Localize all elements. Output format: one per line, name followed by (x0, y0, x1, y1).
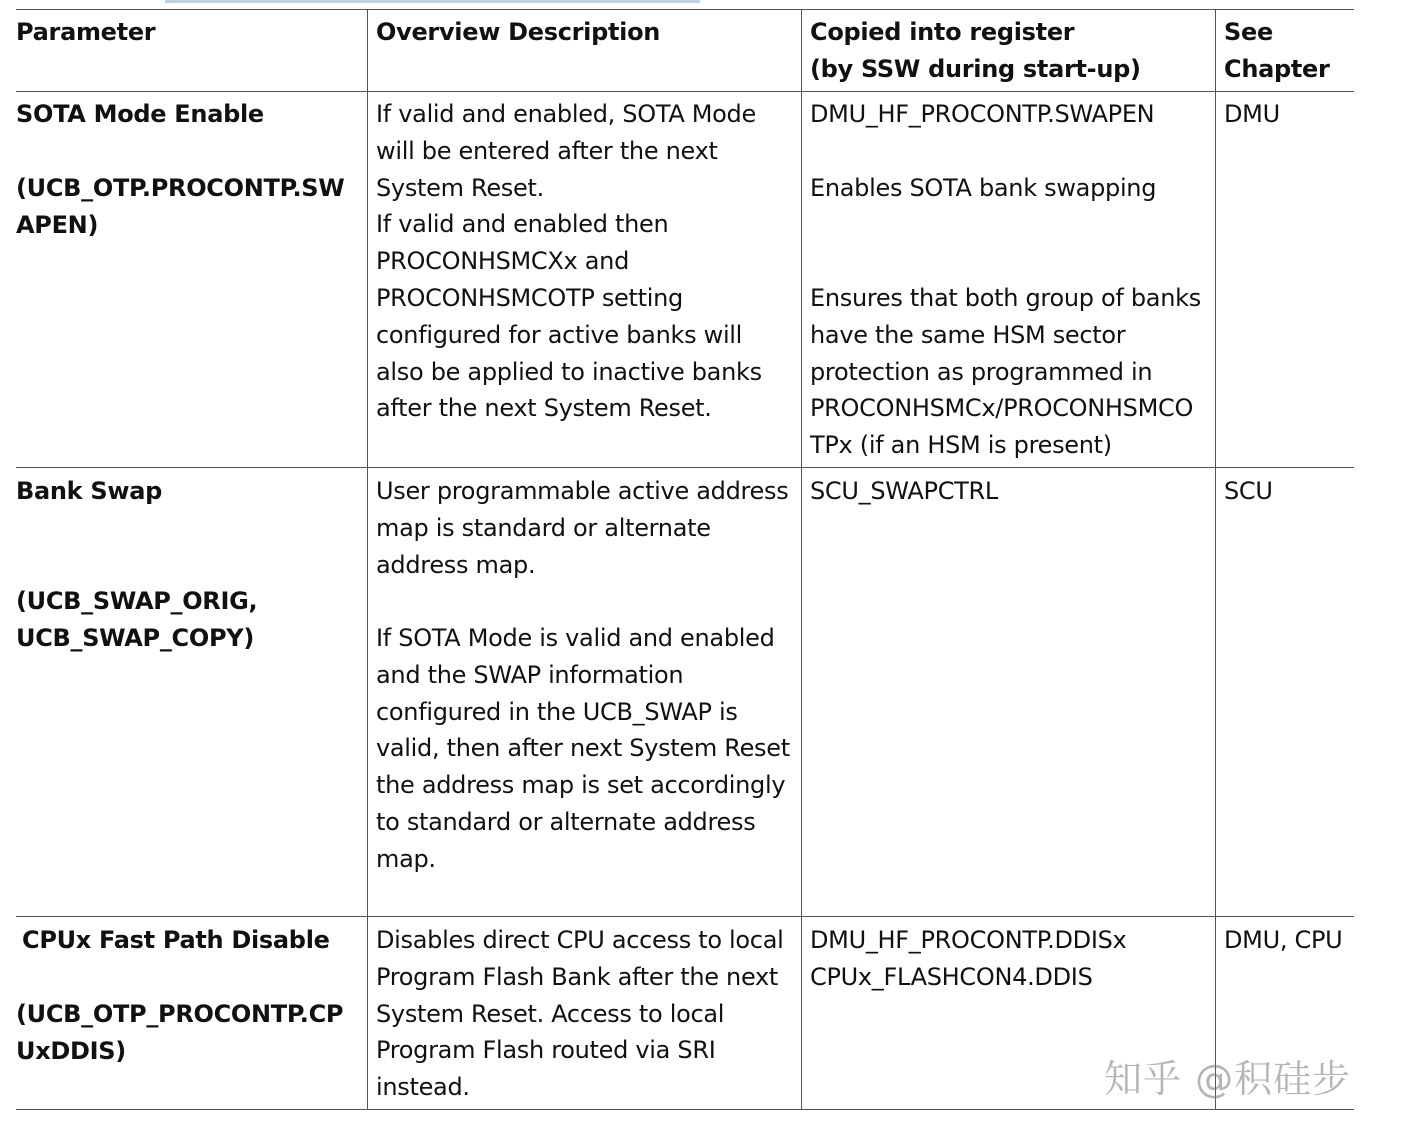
row-sota-param-name: SOTA Mode Enable (16, 100, 264, 128)
row-cpux-param-name: CPUx Fast Path Disable (22, 926, 330, 954)
row-bankswap-description-sota: If SOTA Mode is valid and enabled and the SWAP information configured in the UCB_SWAP is valid, then after next System Reset the address map is set accordingly to standard or alternate address map. (376, 624, 790, 873)
header-copied-into-register: Copied into register (by SSW during start-up) (810, 18, 1141, 83)
row-bankswap-description: User programmable active address map is standard or alternate address map. (376, 477, 789, 579)
header-see-chapter: See Chapter (1224, 18, 1330, 83)
row-separator-2 (16, 916, 1354, 917)
zhihu-watermark: 知乎 @积硅步 (1104, 1057, 1352, 1101)
row-sota-chapter: DMU (1224, 100, 1280, 128)
row-separator-1 (16, 467, 1354, 468)
row-bankswap-param-register: (UCB_SWAP_ORIG, UCB_SWAP_COPY) (16, 587, 258, 652)
header-separator (16, 91, 1354, 92)
row-bankswap-register: SCU_SWAPCTRL (810, 477, 998, 505)
row-bankswap-param-name: Bank Swap (16, 477, 163, 505)
row-sota-param-register: (UCB_OTP.PROCONTP.SW APEN) (16, 174, 345, 239)
table-bottom-border (16, 1109, 1354, 1110)
row-cpux-chapter: DMU, CPU (1224, 926, 1343, 954)
row-sota-register: DMU_HF_PROCONTP.SWAPEN (810, 100, 1155, 128)
table-top-border (16, 9, 1354, 10)
column-divider-2 (801, 9, 802, 1110)
row-sota-description: If valid and enabled, SOTA Mode will be entered after the next System Reset. If valid and enabled then PROCONHSMCXx and PROCONHSMCOTP setting configured for active banks will also be applied to inactive banks after the next System Reset. (376, 100, 762, 423)
row-cpux-description: Disables direct CPU access to local Program Flash Bank after the next System Reset. Access to local Program Flash routed via SRI instead. (376, 926, 784, 1102)
row-cpux-param-register: (UCB_OTP_PROCONTP.CP UxDDIS) (16, 1000, 344, 1065)
column-divider-1 (367, 9, 368, 1110)
row-bankswap-chapter: SCU (1224, 477, 1273, 505)
header-parameter: Parameter (16, 18, 156, 46)
column-divider-3 (1215, 9, 1216, 1110)
row-sota-register-note: Enables SOTA bank swapping (810, 174, 1157, 202)
row-cpux-register: DMU_HF_PROCONTP.DDISx CPUx_FLASHCON4.DDIS (810, 926, 1127, 991)
header-overview-description: Overview Description (376, 18, 661, 46)
row-sota-register-protection-note: Ensures that both group of banks have the same HSM sector protection as programmed in PROCONHSMCx/PROCONHSMCO TPx (if an HSM is present) (810, 284, 1201, 460)
top-accent-bar (165, 0, 700, 3)
